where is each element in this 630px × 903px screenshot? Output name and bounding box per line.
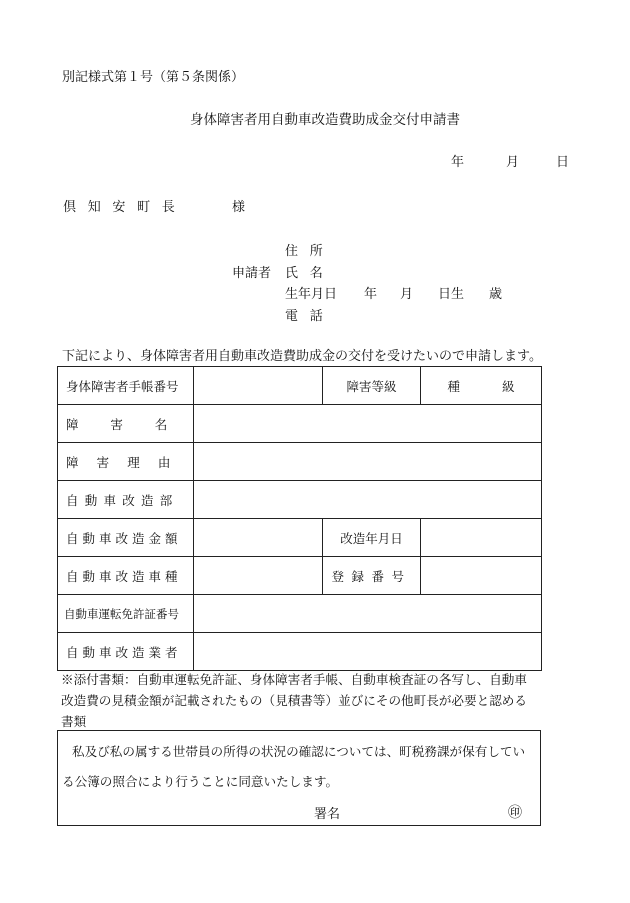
birth-label: 生年月日 (285, 287, 338, 302)
modification-date-field[interactable] (421, 519, 542, 557)
grade-kind: 種 (447, 378, 461, 394)
consent-box (57, 730, 541, 826)
registration-no-field[interactable] (421, 557, 542, 595)
attachments-line-1: ※添付書類：自動車運転免許証、身体障害者手帳、自動車検査証の各写し、自動車 (61, 672, 527, 687)
phone-label: 電話 (285, 309, 335, 324)
disability-name-field[interactable] (194, 405, 542, 443)
modification-cost-label: 自動車改造金額 (58, 519, 194, 557)
age-label: 歳 (489, 287, 503, 302)
modification-date-label: 改造年月日 (323, 519, 421, 557)
addressee-name: 倶知安町長 (63, 200, 187, 215)
modification-cost-field[interactable] (194, 519, 323, 557)
vehicle-type-label: 自動車改造車種 (58, 557, 194, 595)
birth-month: 月 (400, 287, 414, 302)
application-table (57, 366, 542, 671)
table-row (58, 595, 542, 633)
date-year: 年 (451, 155, 465, 170)
date-month: 月 (506, 155, 520, 170)
name-label: 氏名 (285, 266, 335, 281)
license-no-label: 自動車運転免許証番号 (58, 595, 194, 633)
table-row (58, 557, 542, 595)
signature-label: 署名 (314, 807, 341, 822)
contractor-field[interactable] (194, 633, 542, 671)
disability-reason-field[interactable] (194, 443, 542, 481)
vehicle-type-field[interactable] (194, 557, 323, 595)
disability-grade-label: 障害等級 (323, 367, 421, 405)
contractor-label: 自動車改造業者 (58, 633, 194, 671)
table-row (58, 519, 542, 557)
intro-text: 下記により、身体障害者用自動車改造費助成金の交付を受けたいので申請します。 (62, 349, 542, 364)
disability-reason-label: 障害理由 (58, 443, 194, 481)
table-row (58, 633, 542, 671)
disability-name-label: 障害名 (58, 405, 194, 443)
attachments-line-2: 改造費の見積金額が記載されたもの（見積書等）並びにその他町長が必要と認める (61, 693, 527, 708)
license-no-field[interactable] (194, 595, 542, 633)
handbook-no-field[interactable] (194, 367, 323, 405)
date-day: 日 (556, 155, 570, 170)
addressee-honorific: 様 (232, 200, 246, 215)
table-row (58, 367, 542, 405)
address-label: 住所 (285, 244, 335, 259)
consent-line-1: 私及び私の属する世帯員の所得の状況の確認については、町税務課が保有してい (72, 744, 526, 759)
modified-part-field[interactable] (194, 481, 542, 519)
seal-mark: ㊞ (508, 805, 522, 821)
grade-level: 級 (501, 378, 515, 394)
attachments-line-3: 書類 (61, 714, 87, 729)
birth-day: 日生 (438, 287, 465, 302)
birth-year: 年 (364, 287, 378, 302)
table-row (58, 481, 542, 519)
registration-no-label: 登録番号 (323, 557, 421, 595)
form-number: 別記様式第１号（第５条関係） (62, 70, 245, 85)
handbook-no-label: 身体障害者手帳番号 (58, 367, 194, 405)
document-title: 身体障害者用自動車改造費助成金交付申請書 (190, 112, 460, 128)
disability-grade-field[interactable] (421, 367, 542, 405)
modified-part-label: 自動車改造部 (58, 481, 194, 519)
table-row (58, 443, 542, 481)
consent-line-2: る公簿の照合により行うことに同意いたします。 (62, 774, 339, 789)
applicant-role: 申請者 (232, 266, 272, 281)
table-row (58, 405, 542, 443)
